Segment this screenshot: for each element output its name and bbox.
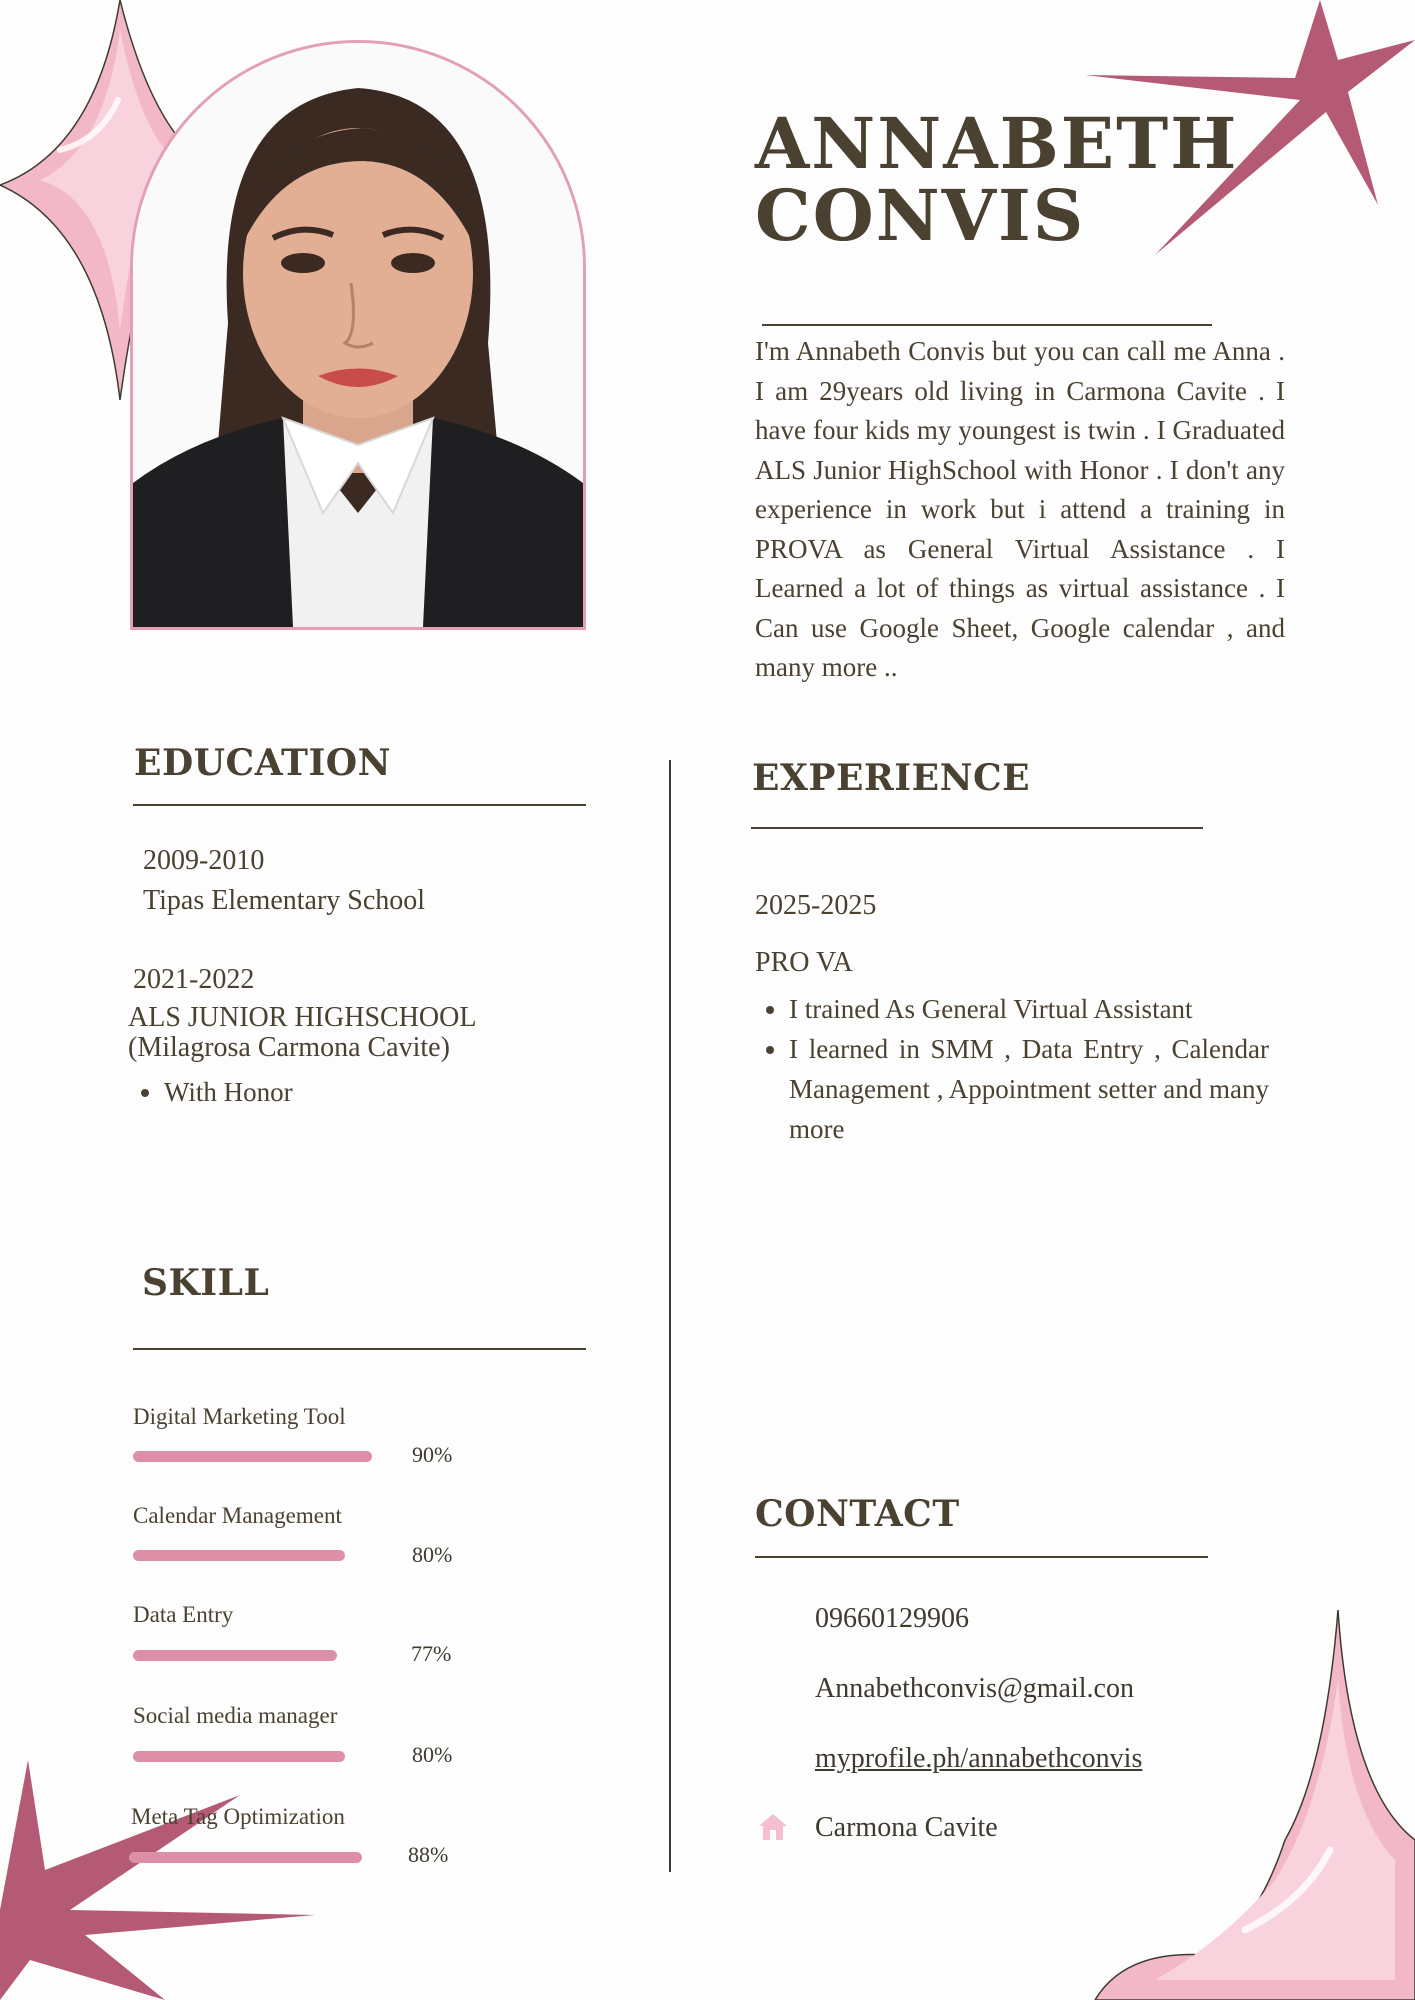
skill-percent: 80% [412,1742,453,1767]
skill-level-bar [129,1852,362,1863]
education-notes-list [130,1072,293,1112]
skill-underline [133,1348,586,1350]
education-school-2: ALS JUNIOR HIGHSCHOOL [128,1002,477,1033]
list-item: • I learned in SMM , Data Entry , Calendar Management , Appointment setter and many more [789,1029,1269,1149]
skill-percent: 80% [412,1542,453,1567]
skill-percent: 88% [408,1842,449,1867]
contact-email[interactable]: Annabethconvis@gmail.con [815,1673,1134,1704]
contact-address: Carmona Cavite [815,1812,998,1843]
skill-label: Calendar Management [133,1503,342,1528]
education-location-2: (Milagrosa Carmona Cavite) [128,1032,450,1063]
education-school-1: Tipas Elementary School [143,885,426,916]
skill-heading: SKILL [142,1262,270,1304]
skill-level-bar [133,1451,372,1462]
column-divider [669,760,671,1872]
experience-points-list [755,989,1269,1149]
skill-label: Digital Marketing Tool [133,1404,346,1429]
portrait-photo-icon [133,43,583,627]
full-name [755,102,1239,257]
skill-percent: 77% [411,1641,452,1666]
first-name: ANNABETH [755,102,1239,185]
skill-percent: 90% [412,1442,453,1467]
profile-photo [130,40,586,630]
last-name: CONVIS [755,174,1086,257]
skill-label: Meta Tag Optimization [131,1804,345,1829]
education-underline [133,804,586,806]
skill-level-bar [133,1751,345,1762]
contact-phone: 09660129906 [815,1603,969,1634]
about-me-text: I'm Annabeth Convis but you can call me Anna . I am 29years old living in Carmona Cavite . I have four kids my youngest is twin . I Graduated ALS Junior HighSchool with Honor . I don't any experience in work but i attend a training in PROVA as General Virtual Assistance . I Learned a lot of things as virtual assistance . I Can use Google Sheet, Google calendar , and many more .. [755,336,1285,682]
education-years-2: 2021-2022 [133,964,255,995]
education-heading: EDUCATION [134,742,392,784]
experience-heading: EXPERIENCE [752,757,1031,799]
experience-underline [751,827,1203,829]
contact-heading: CONTACT [755,1493,960,1535]
list-item: • I trained As General Virtual Assistant [789,989,1269,1029]
list-item: • With Honor [164,1072,293,1112]
pink-sparkle-decoration-bottom-right [1085,1610,1415,2000]
name-underline [762,324,1212,326]
skill-label: Social media manager [133,1703,338,1728]
contact-underline [755,1556,1208,1558]
skill-label: Data Entry [133,1602,234,1627]
home-icon [757,1812,789,1842]
skill-level-bar [133,1650,337,1661]
skill-level-bar [133,1550,345,1561]
experience-org: PRO VA [755,947,853,978]
education-years-1: 2009-2010 [143,845,265,876]
experience-years: 2025-2025 [755,890,877,921]
contact-website[interactable]: myprofile.ph/annabethconvis [815,1743,1143,1774]
magenta-star-decoration-bottom-left [0,1760,320,2000]
